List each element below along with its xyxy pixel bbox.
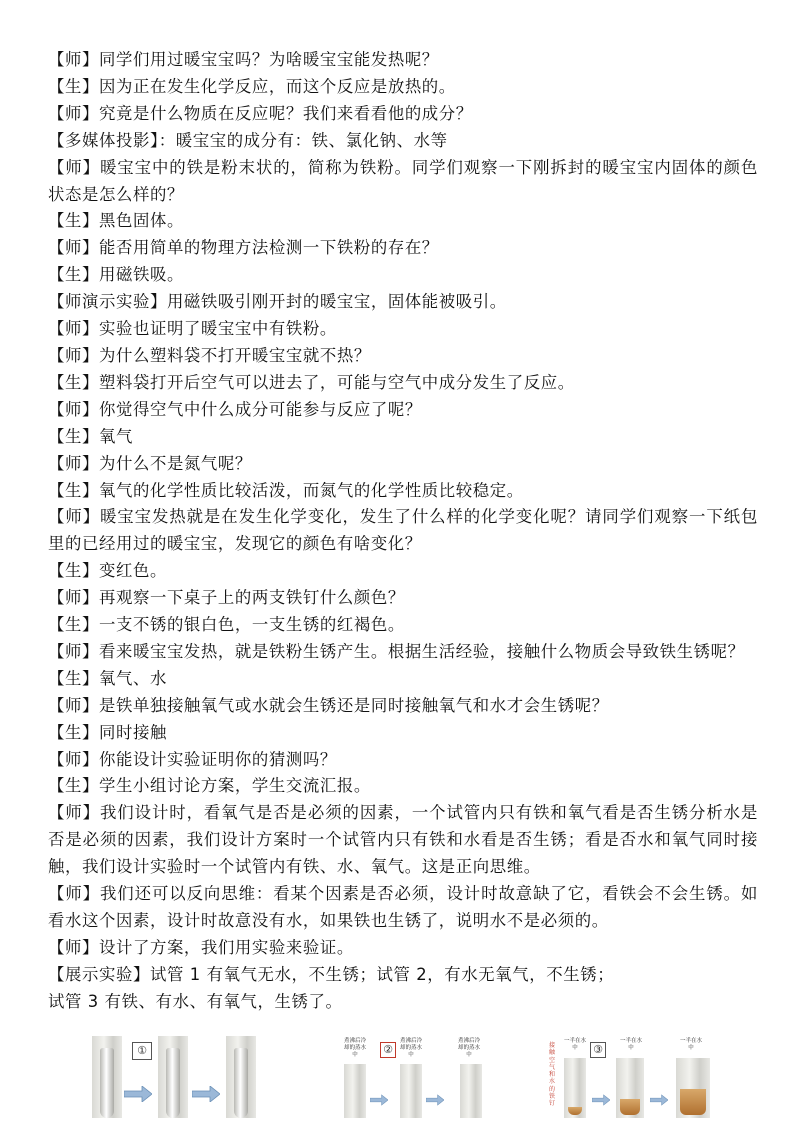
speaker-tag: 【师】 — [48, 238, 99, 258]
dialogue-line — [48, 74, 758, 101]
line-text: 你觉得空气中什么成分可能参与反应了呢？ — [98, 399, 422, 419]
line-text: 同时接触 — [98, 722, 167, 742]
dialogue-line — [48, 397, 758, 424]
dialogue-line — [48, 478, 758, 505]
test-tube-photo — [676, 1058, 710, 1118]
dialogue-line — [48, 208, 758, 235]
dialogue-line — [48, 881, 758, 935]
dialogue-line — [48, 989, 758, 1016]
caption-half-in-water: 一半在水中 — [563, 1038, 586, 1051]
dialogue-line — [48, 935, 758, 962]
line-text: ：暖宝宝的成分有：铁、氯化钠、水等 — [158, 130, 448, 150]
speaker-tag: 【师】 — [48, 749, 99, 769]
line-text: 究竟是什么物质在反应呢？我们来看看他的成分？ — [98, 103, 473, 123]
speaker-tag: 【生】 — [48, 372, 99, 392]
dialogue-line — [48, 558, 758, 585]
line-text: 同学们用过暖宝宝吗？为啥暖宝宝能发热呢？ — [98, 50, 439, 69]
line-text: 用磁铁吸引刚开封的暖宝宝，固体能被吸引。 — [166, 292, 507, 312]
dialogue-line — [48, 612, 758, 639]
speaker-tag: 【多媒体投影】 — [48, 130, 159, 150]
dialogue-line — [48, 47, 758, 74]
speaker-tag: 【师】 — [48, 588, 99, 608]
experiment-figures — [0, 1036, 794, 1123]
line-text: 实验也证明了暖宝宝中有铁粉。 — [98, 319, 337, 339]
line-text: 塑料袋打开后空气可以进去了，可能与空气中成分发生了反应。 — [98, 372, 575, 392]
speaker-tag: 【生】 — [48, 615, 99, 635]
line-text: 你能设计实验证明你的猜测吗？ — [98, 749, 337, 769]
figure-number-2: ② — [380, 1042, 396, 1058]
speaker-tag: 【师演示实验】 — [48, 292, 167, 312]
figure-number-3: ③ — [590, 1042, 606, 1058]
lesson-transcript — [48, 47, 758, 1016]
dialogue-line — [48, 155, 758, 209]
speaker-tag: 【生】 — [48, 776, 99, 796]
dialogue-line — [48, 101, 758, 128]
dialogue-line — [48, 262, 758, 289]
dialogue-line — [48, 666, 758, 693]
dialogue-line — [48, 370, 758, 397]
speaker-tag: 【师】 — [48, 507, 100, 527]
line-text: 再观察一下桌子上的两支铁钉什么颜色？ — [98, 588, 405, 608]
test-tube-photo — [400, 1064, 422, 1118]
arrow-icon — [592, 1094, 610, 1106]
line-text: 氧气、水 — [98, 668, 167, 688]
speaker-tag: 【生】 — [48, 211, 99, 231]
dialogue-line — [48, 235, 758, 262]
line-text: 是铁单独接触氧气或水就会生锈还是同时接触氧气和水才会生锈呢？ — [98, 695, 609, 715]
line-text: 暖宝宝发热就是在发生化学变化，发生了什么样的化学变化呢？请同学们观察一下纸包里的已经用过的暖宝宝，发现它的颜色有啥变化？ — [48, 507, 758, 554]
speaker-tag: 【师】 — [48, 641, 99, 661]
dialogue-line — [48, 504, 758, 558]
test-tube-photo — [158, 1036, 188, 1118]
dialogue-line — [48, 747, 758, 774]
speaker-tag: 【师】 — [48, 345, 99, 365]
test-tube-photo — [616, 1058, 644, 1118]
arrow-icon — [650, 1094, 668, 1106]
line-text: 试管 1 有氧气无水，不生锈；试管 2，有水无氧气，不生锈； — [149, 964, 615, 984]
line-text: 为什么塑料袋不打开暖宝宝就不热？ — [98, 345, 371, 365]
line-text: 试管 3 有铁、有水、有氧气，生锈了。 — [48, 991, 343, 1011]
line-text: 变红色。 — [98, 561, 167, 581]
dialogue-line — [48, 585, 758, 612]
speaker-tag: 【生】 — [48, 561, 99, 581]
dialogue-line — [48, 693, 758, 720]
speaker-tag: 【生】 — [48, 668, 99, 688]
line-text: 设计了方案，我们用实验来验证。 — [98, 937, 354, 957]
line-text: 氧气的化学性质比较活泼，而氮气的化学性质比较稳定。 — [98, 480, 524, 500]
speaker-tag: 【生】 — [48, 265, 99, 285]
line-text: 能否用简单的物理方法检测一下铁粉的存在？ — [98, 238, 439, 258]
dialogue-line — [48, 800, 758, 881]
speaker-tag: 【师】 — [48, 399, 99, 419]
arrow-icon — [192, 1086, 220, 1102]
dialogue-line — [48, 316, 758, 343]
dialogue-line — [48, 720, 758, 747]
line-text: 为什么不是氮气呢？ — [98, 453, 252, 473]
dialogue-line — [48, 289, 758, 316]
test-tube-photo — [344, 1064, 366, 1118]
line-text: 我们还可以反向思维：看某个因素是否必须，设计时故意缺了它，看铁会不会生锈。如看水这个因素，设计时故意没有水，如果铁也生锈了，说明水不是必须的。 — [48, 884, 758, 930]
speaker-tag: 【师】 — [48, 453, 99, 473]
dialogue-line — [48, 962, 758, 989]
speaker-tag: 【师】 — [48, 695, 99, 715]
dialogue-line — [48, 128, 758, 155]
speaker-tag: 【师】 — [48, 50, 99, 69]
speaker-tag: 【师】 — [48, 884, 100, 904]
caption-half-in-water: 一半在水中 — [619, 1038, 642, 1051]
line-text: 氧气 — [98, 426, 133, 446]
speaker-tag: 【师】 — [48, 319, 99, 339]
speaker-tag: 【师】 — [48, 103, 99, 123]
line-text: 用磁铁吸。 — [98, 265, 184, 285]
speaker-tag: 【展示实验】 — [48, 964, 150, 984]
caption-air-and-water: 接触空气和水的铁钉 — [548, 1042, 555, 1108]
test-tube-photo — [564, 1058, 586, 1118]
speaker-tag: 【生】 — [48, 480, 99, 500]
speaker-tag: 【生】 — [48, 426, 99, 446]
line-text: 学生小组讨论方案，学生交流汇报。 — [98, 776, 371, 796]
caption-boiled-water: 煮沸后冷却的蒸水中 — [399, 1038, 422, 1058]
dialogue-line — [48, 773, 758, 800]
arrow-icon — [370, 1094, 388, 1106]
line-text: 暖宝宝中的铁是粉末状的，简称为铁粉。同学们观察一下刚拆封的暖宝宝内固体的颜色状态是怎么样的？ — [48, 157, 758, 204]
line-text: 我们设计时，看氧气是否是必须的因素，一个试管内只有铁和氧气看是否生锈分析水是否是必须的因素，我们设计方案时一个试管内只有铁和水看是否生锈；看是否水和氧气同时接触，我们设计实验时一个试管内有铁、水、氧气。这是正向思维。 — [48, 803, 758, 877]
test-tube-photo — [92, 1036, 122, 1118]
caption-boiled-water: 煮沸后冷却的蒸水中 — [343, 1038, 366, 1058]
dialogue-line — [48, 639, 758, 666]
speaker-tag: 【师】 — [48, 803, 100, 823]
line-text: 黑色固体。 — [98, 211, 184, 231]
line-text: 看来暖宝宝发热，就是铁粉生锈产生。根据生活经验，接触什么物质会导致铁生锈呢？ — [98, 641, 745, 661]
test-tube-photo — [226, 1036, 256, 1118]
caption-boiled-water: 煮沸后冷却的蒸水中 — [457, 1038, 480, 1058]
line-text: 因为正在发生化学反应，而这个反应是放热的。 — [98, 76, 456, 96]
speaker-tag: 【师】 — [48, 157, 100, 177]
test-tube-photo — [460, 1064, 482, 1118]
speaker-tag: 【师】 — [48, 937, 99, 957]
caption-half-in-water: 一半在水中 — [679, 1038, 702, 1051]
dialogue-line — [48, 424, 758, 451]
line-text: 一支不锈的银白色，一支生锈的红褐色。 — [98, 615, 405, 635]
dialogue-line — [48, 451, 758, 478]
arrow-icon — [426, 1094, 444, 1106]
speaker-tag: 【生】 — [48, 76, 99, 96]
arrow-icon — [124, 1086, 152, 1102]
figure-number-1: ① — [132, 1042, 152, 1060]
dialogue-line — [48, 343, 758, 370]
speaker-tag: 【生】 — [48, 722, 99, 742]
